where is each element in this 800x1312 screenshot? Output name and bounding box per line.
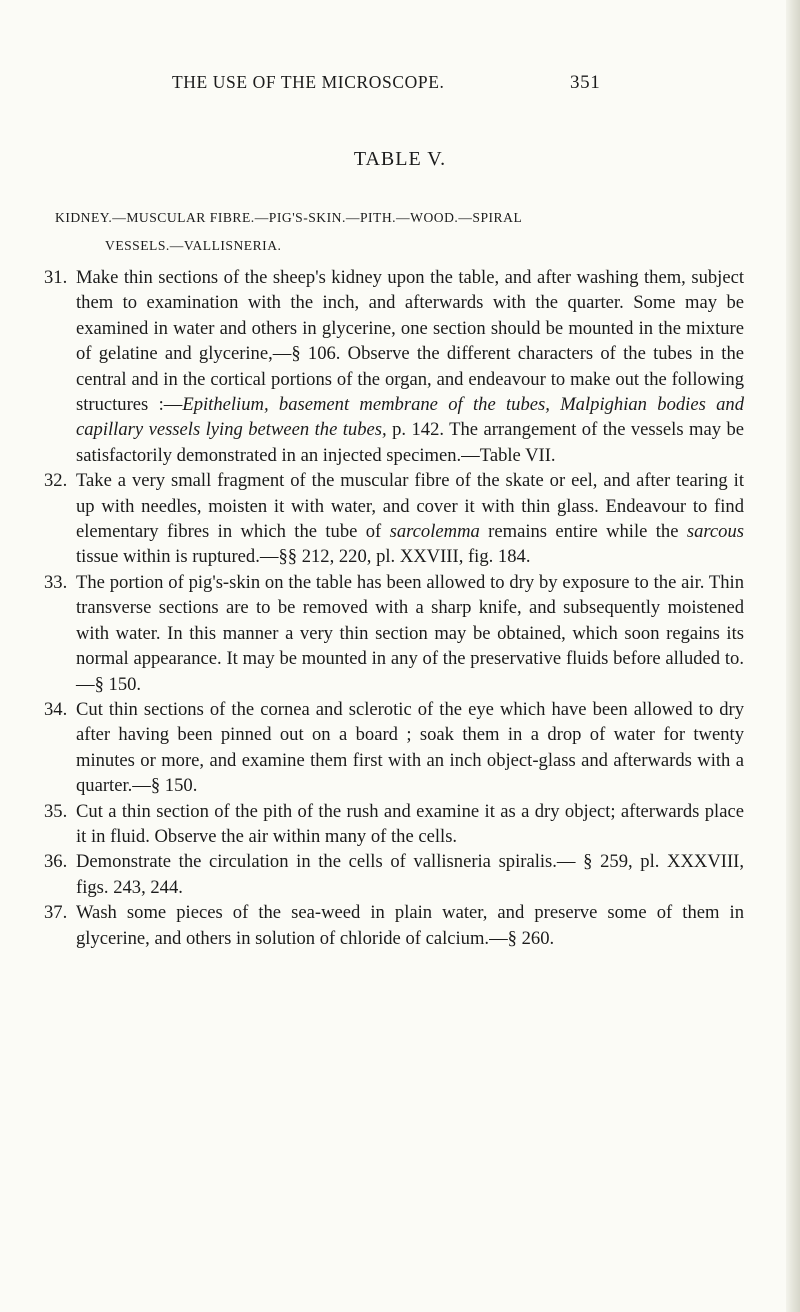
italic-term: sarcous (686, 521, 744, 543)
item-number: 33. (44, 571, 68, 593)
item-text: Make thin sections of the sheep's kidney upon the table, and after washing them, subject them to examination with the inch, and afterwards with the quarter. Some may be examined in water and others in glycerine, one section should be mounted in the mixture of gelatine and glycerine,—§ 106. Observe the different characters of the tubes in the central and in the cortical portions of the organ, and endeavour to make out the following structures :—Epithelium, basement membrane of the tubes, Malpighian bodies and capillary vessels lying between the tubes, p. 142. The arrangement of the vessels may be satisfactorily demonstrated in an injected specimen.—Table VII. (76, 267, 745, 466)
item-number: 35. (44, 800, 68, 822)
item-number: 34. (44, 698, 68, 720)
exercise-list (44, 265, 744, 951)
italic-terms: Epithelium, basement membrane of the tubes, Malpighian bodies and capillary vessels lying between the tubes, (76, 394, 745, 441)
page-edge-shadow (786, 0, 800, 1312)
item-number: 32. (44, 470, 68, 492)
item-number: 31. (44, 267, 68, 288)
item-text: Wash some pieces of the sea-weed in plain water, and preserve some of them in glycerine, and others in solution of chloride of calcium.—§ 260. (76, 902, 744, 949)
running-title: THE USE OF THE MICROSCOPE. (172, 72, 445, 92)
item-text: The portion of pig's-skin on the table has been allowed to dry by exposure to the air. Thin transverse sections are to be removed with a sharp knife, and subsequently moistened with water. In this manner a very thin section may be obtained, which soon regains its normal appearance. It may be mounted in any of the preservative fluids before alluded to.—§ 150. (76, 571, 744, 695)
page-number: 351 (570, 72, 601, 93)
list-item (44, 799, 744, 850)
item-number: 37. (44, 902, 68, 924)
item-text: Take a very small fragment of the muscular fibre of the skate or eel, and after tearing it up with needles, moisten it with water, and cover it with thin glass. Endeavour to find elementary fibres in which the tube of sarcolemma remains entire while the sarcous tissue within is ruptured.—§§ 212, 220, pl. XXVIII, fig. 184. (76, 470, 744, 568)
list-item (44, 468, 744, 570)
item-number: 36. (44, 851, 68, 873)
item-text: Cut a thin section of the pith of the rush and examine it as a dry object; afterwards place it in fluid. Observe the air within many of the cells. (76, 800, 744, 847)
subhead-line-2: VESSELS.—VALLISNERIA. (105, 238, 282, 253)
list-item (44, 570, 744, 697)
table-subhead (55, 204, 745, 260)
list-item (44, 697, 744, 799)
table-title: TABLE V. (353, 148, 447, 170)
item-text: Cut thin sections of the cornea and sclerotic of the eye which have been allowed to dry after having been pinned out on a board ; soak them in a drop of water for twenty minutes or more, and examine them first with an inch object-glass and afterwards with a quarter.—§ 150. (76, 698, 744, 797)
italic-term: sarcolemma (389, 521, 480, 543)
list-item (44, 849, 744, 900)
list-item (44, 265, 744, 468)
list-item (44, 900, 744, 951)
item-text: Demonstrate the circulation in the cells of vallisneria spiralis.— § 259, pl. XXXVIII, figs. 243, 244. (76, 851, 744, 898)
subhead-line-1: KIDNEY.—MUSCULAR FIBRE.—PIG'S-SKIN.—PITH.—WOOD.—SPIRAL (55, 210, 523, 225)
